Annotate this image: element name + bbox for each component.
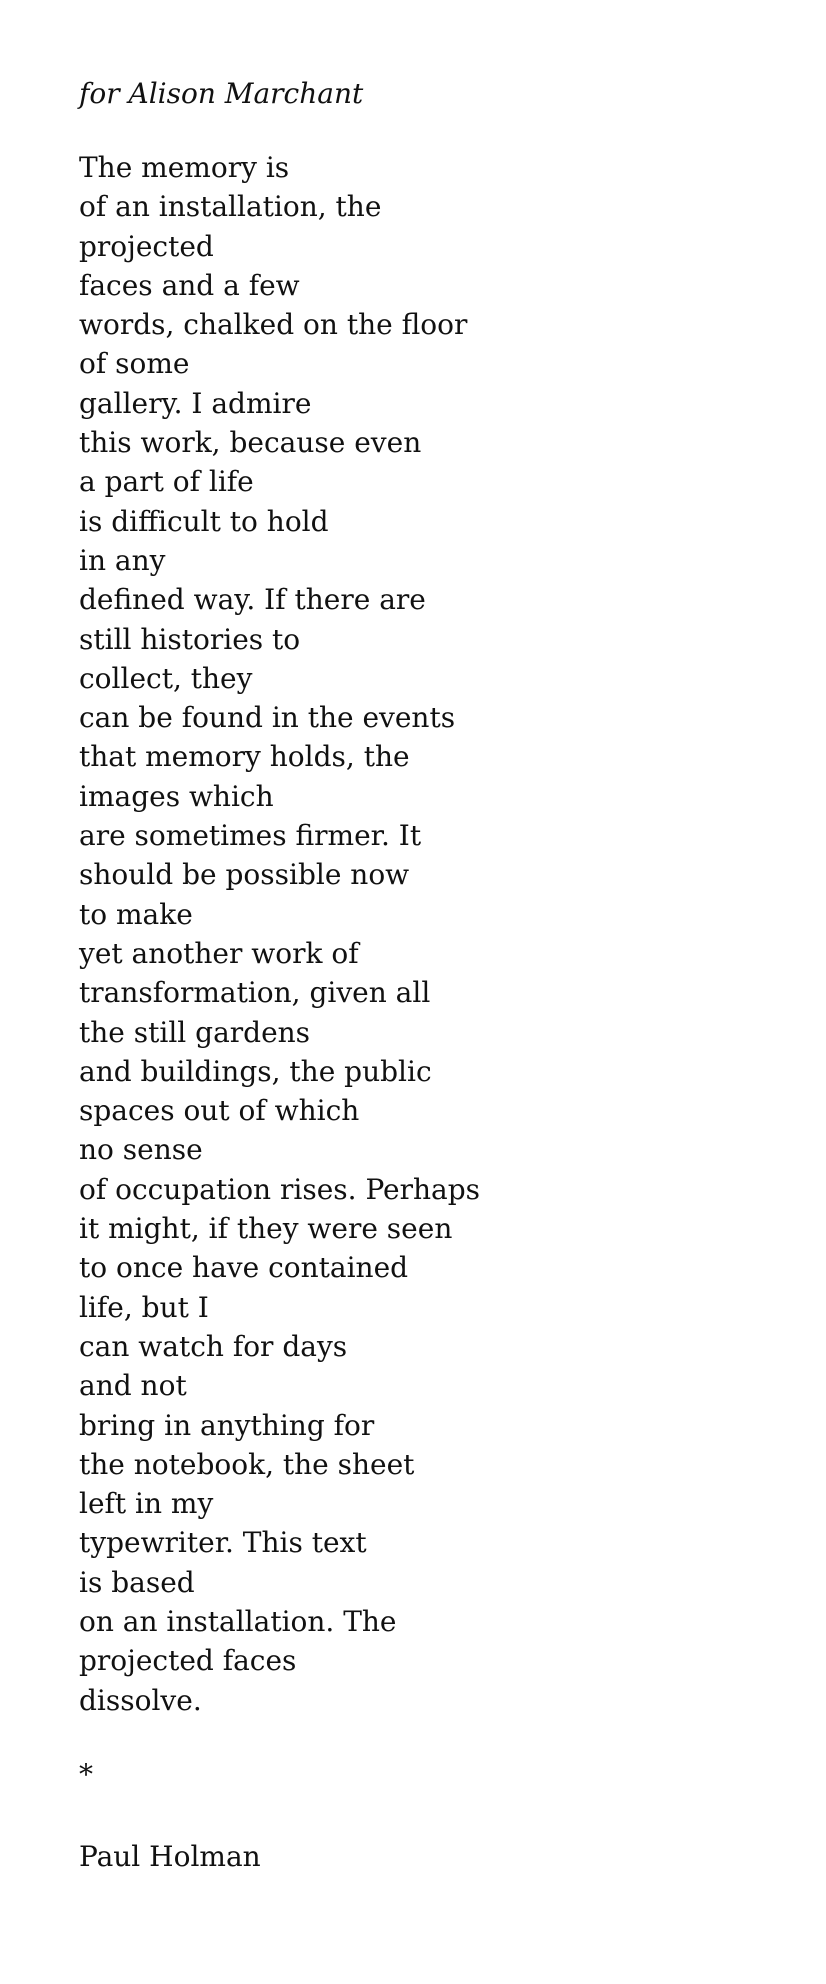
poem-line: to make xyxy=(79,897,193,931)
poem-line: in any xyxy=(79,543,166,577)
poem-line: yet another work of xyxy=(79,936,359,970)
poem-line: collect, they xyxy=(79,661,253,695)
poem-line: life, but I xyxy=(79,1290,209,1324)
poem-line: projected faces xyxy=(79,1644,297,1678)
poem-line: faces and a few xyxy=(79,268,300,302)
poem-line: is based xyxy=(79,1565,195,1599)
poem-line: still histories to xyxy=(79,622,301,656)
poem-line: of occupation rises. Perhaps xyxy=(79,1172,480,1206)
poem-line: on an installation. The xyxy=(79,1604,397,1638)
poem-line: transformation, given all xyxy=(79,976,431,1010)
poem-line: no sense xyxy=(79,1133,203,1167)
poem-page xyxy=(79,72,779,1877)
poem-line: left in my xyxy=(79,1487,214,1521)
poem-line: and not xyxy=(79,1369,187,1403)
poem-line: that memory holds, the xyxy=(79,740,410,774)
poem-line: images which xyxy=(79,779,274,813)
poem-line: spaces out of which xyxy=(79,1094,360,1128)
poem-line: The memory is xyxy=(79,151,290,184)
poem-line: projected xyxy=(79,229,214,263)
poem-line: is difficult to hold xyxy=(79,504,329,538)
poem-line: this work, because even xyxy=(79,426,422,460)
poem-line: typewriter. This text xyxy=(79,1526,367,1560)
poem-line: can be found in the events xyxy=(79,701,456,735)
poem-line: can watch for days xyxy=(79,1329,348,1363)
poem-line: a part of life xyxy=(79,465,254,499)
author-name: Paul Holman xyxy=(79,1839,261,1873)
poem-line: of some xyxy=(79,347,190,381)
poem-line: bring in anything for xyxy=(79,1408,375,1442)
poem-line: the notebook, the sheet xyxy=(79,1447,415,1481)
poem-line: the still gardens xyxy=(79,1015,311,1049)
poem-line: it might, if they were seen xyxy=(79,1212,453,1246)
poem-line: should be possible now xyxy=(79,858,410,892)
poem-line: are sometimes firmer. It xyxy=(79,819,422,853)
poem-line: gallery. I admire xyxy=(79,386,312,420)
poem-line: of an installation, the xyxy=(79,190,382,224)
section-separator: * xyxy=(79,1757,93,1791)
poem-body xyxy=(79,148,779,1720)
poem-line: and buildings, the public xyxy=(79,1054,432,1088)
poem-line: defined way. If there are xyxy=(79,583,426,617)
dedication: for Alison Marchant xyxy=(79,77,364,110)
poem-line: to once have contained xyxy=(79,1251,409,1285)
poem-line: dissolve. xyxy=(79,1683,202,1717)
poem-line: words, chalked on the floor xyxy=(79,308,468,342)
